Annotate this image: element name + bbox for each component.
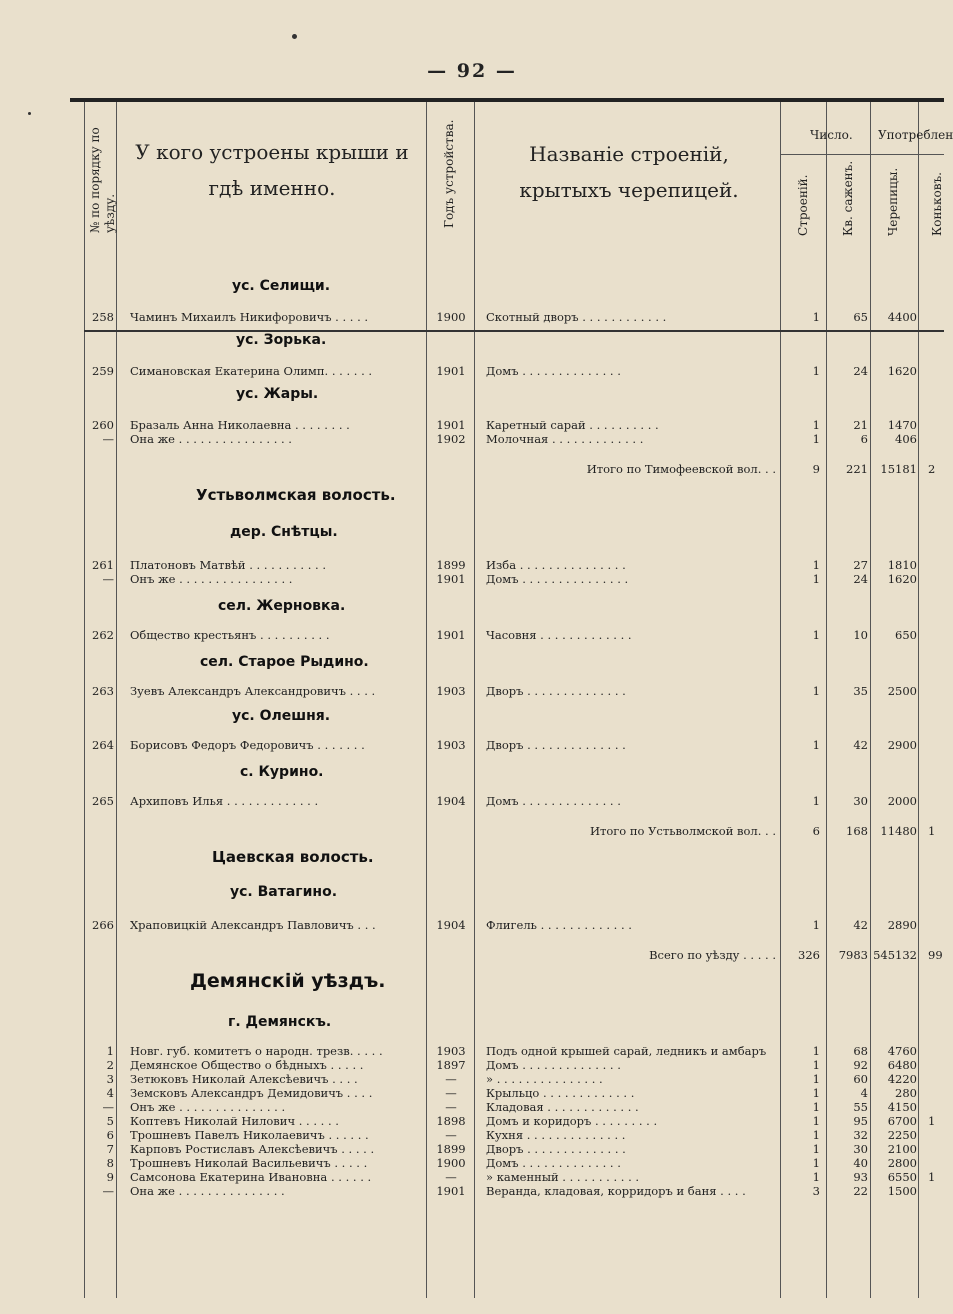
row-ridge: 1 (928, 1170, 936, 1184)
section-heading: г. Демянскъ. (228, 1014, 332, 1030)
header-sub-rule (780, 154, 944, 155)
row-owner: Самсонова Екатерина Ивановна . . . . . . (130, 1170, 372, 1184)
row-number: 9 (106, 1170, 114, 1184)
row-tiles: 2800 (887, 1156, 917, 1170)
row-year: — (445, 1128, 457, 1142)
row-number: 261 (92, 558, 114, 572)
row-year: — (445, 1100, 457, 1114)
row-year: 1904 (436, 918, 466, 932)
row-tiles: 1620 (887, 364, 917, 378)
row-number: — (102, 1100, 114, 1114)
header-square: Кв. саженъ. (841, 160, 855, 236)
row-number: 259 (92, 364, 114, 378)
row-buildings-count: 1 (812, 918, 820, 932)
row-buildings-count: 1 (812, 310, 820, 324)
row-building: Кухня . . . . . . . . . . . . . . (486, 1128, 626, 1142)
section-heading: дер. Снѣтцы. (230, 524, 338, 540)
row-owner: Трошневъ Павелъ Николаевичъ . . . . . . (130, 1128, 369, 1142)
row-number: 266 (92, 918, 114, 932)
row-year: 1901 (436, 1184, 466, 1198)
row-square: 42 (853, 918, 868, 932)
header-year: Годъ устройства. (442, 119, 456, 228)
section-heading: ус. Жары. (236, 386, 319, 402)
row-buildings-count: 1 (812, 1072, 820, 1086)
total-label: Итого по Устьволмской вол. . . (589, 824, 776, 838)
header-tiles: Черепицы. (886, 167, 900, 236)
row-year: 1897 (436, 1058, 466, 1072)
row-building: Дворъ . . . . . . . . . . . . . . (486, 1142, 626, 1156)
row-owner: Она же . . . . . . . . . . . . . . . (130, 1184, 285, 1198)
row-number: 8 (106, 1156, 114, 1170)
row-owner: Зуевъ Александръ Александровичъ . . . . (130, 684, 376, 698)
row-building: Молочная . . . . . . . . . . . . . (486, 432, 644, 446)
scan-dot (28, 112, 31, 115)
row-buildings-count: 1 (812, 1044, 820, 1058)
row-owner: Борисовъ Федоръ Федоровичъ . . . . . . . (130, 738, 365, 752)
row-tiles: 11480 (880, 824, 917, 838)
header-number: № по порядку по уѣзду. (88, 127, 117, 233)
row-tiles: 280 (895, 1086, 917, 1100)
row-year: 1902 (436, 432, 466, 446)
row-owner: Коптевъ Николай Нилович . . . . . . (130, 1114, 339, 1128)
table-row (70, 364, 944, 378)
row-year: — (445, 1086, 457, 1100)
table-row (70, 1142, 944, 1156)
section-heading: сел. Жерновка. (218, 598, 346, 614)
row-owner: Онъ же . . . . . . . . . . . . . . . (130, 1100, 286, 1114)
table-row (70, 684, 944, 698)
row-year: 1903 (436, 1044, 466, 1058)
row-buildings-count: 1 (812, 738, 820, 752)
row-tiles: 4150 (887, 1100, 917, 1114)
table-row (70, 1044, 944, 1058)
row-number: 1 (106, 1044, 114, 1058)
top-rule (70, 98, 944, 102)
table-row (70, 572, 944, 586)
row-tiles: 1810 (887, 558, 917, 572)
row-ridge: 99 (928, 948, 943, 962)
row-buildings-count: 1 (812, 364, 820, 378)
row-owner: Платоновъ Матвѣй . . . . . . . . . . . (130, 558, 326, 572)
row-tiles: 2500 (887, 684, 917, 698)
table-row (70, 1170, 944, 1184)
row-building: » . . . . . . . . . . . . . . . (486, 1072, 603, 1086)
row-number: 4 (106, 1086, 114, 1100)
row-building: Дворъ . . . . . . . . . . . . . . (486, 684, 626, 698)
table-row (70, 1058, 944, 1072)
row-buildings-count: 1 (812, 558, 820, 572)
row-owner: Архиповъ Илья . . . . . . . . . . . . . (130, 794, 319, 808)
header-rule (84, 330, 944, 332)
row-square: 32 (853, 1128, 868, 1142)
row-owner: Она же . . . . . . . . . . . . . . . . (130, 432, 292, 446)
row-owner: Храповицкій Александръ Павловичъ . . . (130, 918, 376, 932)
section-heading: сел. Старое Рыдино. (200, 654, 369, 670)
row-year: 1899 (436, 558, 466, 572)
row-owner: Бразаль Анна Николаевна . . . . . . . . (130, 418, 350, 432)
uezd-heading: Демянскій уѣздъ. (190, 970, 386, 992)
section-heading: с. Курино. (240, 764, 324, 780)
row-building: Изба . . . . . . . . . . . . . . . (486, 558, 626, 572)
row-tiles: 4400 (887, 310, 917, 324)
total-row (70, 824, 944, 838)
table-row (70, 558, 944, 572)
row-square: 92 (853, 1058, 868, 1072)
volost-heading: Устьволмская волость. (196, 486, 396, 504)
row-building: » каменный . . . . . . . . . . . (486, 1170, 640, 1184)
row-number: — (102, 432, 114, 446)
row-owner: Трошневъ Николай Васильевичъ . . . . . (130, 1156, 368, 1170)
row-year: 1904 (436, 794, 466, 808)
row-building: Домъ . . . . . . . . . . . . . . (486, 794, 621, 808)
section-heading: ус. Зорька. (236, 332, 327, 348)
row-building: Кладовая . . . . . . . . . . . . . (486, 1100, 639, 1114)
table-row (70, 918, 944, 932)
row-number: — (102, 1184, 114, 1198)
row-tiles: 1500 (887, 1184, 917, 1198)
header-title: Названіе строеній, крытыхъ черепицей. (519, 142, 739, 202)
row-square: 4 (860, 1086, 868, 1100)
row-year: 1898 (436, 1114, 466, 1128)
section-heading: ус. Ватагино. (230, 884, 338, 900)
row-square: 24 (853, 572, 868, 586)
row-square: 42 (853, 738, 868, 752)
row-year: — (445, 1072, 457, 1086)
row-building: Домъ . . . . . . . . . . . . . . . (486, 572, 629, 586)
row-square: 168 (846, 824, 868, 838)
row-tiles: 15181 (880, 462, 917, 476)
row-number: 260 (92, 418, 114, 432)
row-tiles: 650 (895, 628, 917, 642)
row-year: 1901 (436, 418, 466, 432)
row-square: 27 (853, 558, 868, 572)
row-tiles: 1470 (887, 418, 917, 432)
row-square: 60 (853, 1072, 868, 1086)
row-number: 264 (92, 738, 114, 752)
row-tiles: 2890 (887, 918, 917, 932)
row-ridge: 1 (928, 824, 936, 838)
row-buildings-count: 1 (812, 1156, 820, 1170)
row-year: 1901 (436, 364, 466, 378)
row-square: 55 (853, 1100, 868, 1114)
row-square: 24 (853, 364, 868, 378)
total-row (70, 948, 944, 962)
row-tiles: 6700 (887, 1114, 917, 1128)
row-square: 35 (853, 684, 868, 698)
row-year: 1900 (436, 310, 466, 324)
row-square: 65 (853, 310, 868, 324)
row-building: Домъ . . . . . . . . . . . . . . (486, 364, 621, 378)
table-row (70, 418, 944, 432)
row-tiles: 406 (895, 432, 917, 446)
table-row (70, 1100, 944, 1114)
row-building: Дворъ . . . . . . . . . . . . . . (486, 738, 626, 752)
row-owner: Симановская Екатерина Олимп. . . . . . . (130, 364, 373, 378)
table-row (70, 1184, 944, 1198)
row-square: 93 (853, 1170, 868, 1184)
row-tiles: 1620 (887, 572, 917, 586)
row-building: Подъ одной крышей сарай, ледникъ и амбаръ (486, 1044, 767, 1058)
row-year: 1899 (436, 1142, 466, 1156)
table-row (70, 432, 944, 446)
row-owner: Карповъ Ростиславъ Алексѣевичъ . . . . . (130, 1142, 375, 1156)
row-building: Домъ . . . . . . . . . . . . . . (486, 1058, 621, 1072)
row-building: Каретный сарай . . . . . . . . . . (486, 418, 659, 432)
row-square: 10 (853, 628, 868, 642)
table-row (70, 738, 944, 752)
total-row (70, 462, 944, 476)
row-square: 40 (853, 1156, 868, 1170)
row-buildings-count: 1 (812, 1142, 820, 1156)
total-label: Всего по уѣзду . . . . . (649, 948, 776, 962)
row-year: 1903 (436, 738, 466, 752)
row-ridge: 1 (928, 1114, 936, 1128)
row-number: 7 (106, 1142, 114, 1156)
header-group-number: Число. (810, 128, 853, 142)
row-owner: Общество крестьянъ . . . . . . . . . . (130, 628, 330, 642)
section-heading: ус. Олешня. (232, 708, 331, 724)
row-owner: Онъ же . . . . . . . . . . . . . . . . (130, 572, 293, 586)
row-building: Крыльцо . . . . . . . . . . . . . (486, 1086, 635, 1100)
row-building: Скотный дворъ . . . . . . . . . . . . (486, 310, 667, 324)
row-buildings-count: 1 (812, 1058, 820, 1072)
row-tiles: 6550 (887, 1170, 917, 1184)
row-building: Флигель . . . . . . . . . . . . . (486, 918, 632, 932)
row-buildings-count: 9 (812, 462, 820, 476)
row-ridge: 2 (928, 462, 936, 476)
row-buildings-count: 1 (812, 1114, 820, 1128)
row-number: 258 (92, 310, 114, 324)
row-tiles: 6480 (887, 1058, 917, 1072)
row-owner: Зетюковъ Николай Алексѣевичъ . . . . (130, 1072, 358, 1086)
page-number: — 92 — (427, 60, 517, 82)
row-number: 262 (92, 628, 114, 642)
row-buildings-count: 1 (812, 628, 820, 642)
table-row (70, 628, 944, 642)
section-heading: ус. Селищи. (232, 278, 331, 294)
row-year: 1900 (436, 1156, 466, 1170)
row-buildings-count: 1 (812, 572, 820, 586)
row-square: 21 (853, 418, 868, 432)
table-row (70, 1128, 944, 1142)
row-number: 2 (106, 1058, 114, 1072)
table-row (70, 1156, 944, 1170)
row-buildings-count: 1 (812, 1170, 820, 1184)
row-number: 265 (92, 794, 114, 808)
row-year: 1903 (436, 684, 466, 698)
row-tiles: 2250 (887, 1128, 917, 1142)
row-owner: Чаминъ Михаилъ Никифоровичъ . . . . . (130, 310, 369, 324)
row-square: 6 (860, 432, 868, 446)
row-buildings-count: 6 (812, 824, 820, 838)
row-square: 7983 (838, 948, 868, 962)
row-owner: Новг. губ. комитетъ о народн. трезв. . . . . (130, 1044, 383, 1058)
row-square: 30 (853, 1142, 868, 1156)
table-row (70, 1072, 944, 1086)
row-number: 263 (92, 684, 114, 698)
row-tiles: 2100 (887, 1142, 917, 1156)
row-number: 5 (106, 1114, 114, 1128)
row-number: 3 (106, 1072, 114, 1086)
row-number: — (102, 572, 114, 586)
row-buildings-count: 1 (812, 684, 820, 698)
row-building: Веранда, кладовая, корридоръ и баня . . . . (486, 1184, 746, 1198)
row-square: 22 (853, 1184, 868, 1198)
row-building: Часовня . . . . . . . . . . . . . (486, 628, 632, 642)
row-buildings-count: 1 (812, 418, 820, 432)
header-buildings: Строеній. (796, 174, 810, 236)
header-owner: У кого устроены крыши и гдѣ именно. (135, 140, 409, 200)
row-year: 1901 (436, 572, 466, 586)
row-square: 68 (853, 1044, 868, 1058)
row-number: 6 (106, 1128, 114, 1142)
row-tiles: 4760 (887, 1044, 917, 1058)
row-buildings-count: 1 (812, 432, 820, 446)
row-tiles: 4220 (887, 1072, 917, 1086)
row-square: 95 (853, 1114, 868, 1128)
table-row (70, 1114, 944, 1128)
table-row (70, 794, 944, 808)
row-tiles: 2900 (887, 738, 917, 752)
header-group-used: Употреблен (878, 128, 953, 142)
total-label: Итого по Тимофеевской вол. . . (586, 462, 776, 476)
header-ridge: Коньковъ. (930, 172, 944, 236)
row-year: 1901 (436, 628, 466, 642)
row-year: — (445, 1170, 457, 1184)
row-buildings-count: 326 (798, 948, 820, 962)
row-owner: Земсковъ Александръ Демидовичъ . . . . (130, 1086, 373, 1100)
row-buildings-count: 1 (812, 1086, 820, 1100)
row-square: 221 (846, 462, 868, 476)
row-buildings-count: 1 (812, 794, 820, 808)
row-buildings-count: 3 (812, 1184, 820, 1198)
table-row (70, 1086, 944, 1100)
volost-heading: Цаевская волость. (212, 848, 374, 866)
row-buildings-count: 1 (812, 1128, 820, 1142)
row-building: Домъ и коридоръ . . . . . . . . . (486, 1114, 658, 1128)
row-buildings-count: 1 (812, 1100, 820, 1114)
row-owner: Демянское Общество о бѣдныхъ . . . . . (130, 1058, 364, 1072)
statistics-table (70, 98, 953, 1298)
table-row (70, 310, 944, 324)
scan-dot (292, 34, 297, 39)
row-square: 30 (853, 794, 868, 808)
row-tiles: 2000 (887, 794, 917, 808)
row-tiles: 545132 (873, 948, 917, 962)
row-building: Домъ . . . . . . . . . . . . . . (486, 1156, 621, 1170)
